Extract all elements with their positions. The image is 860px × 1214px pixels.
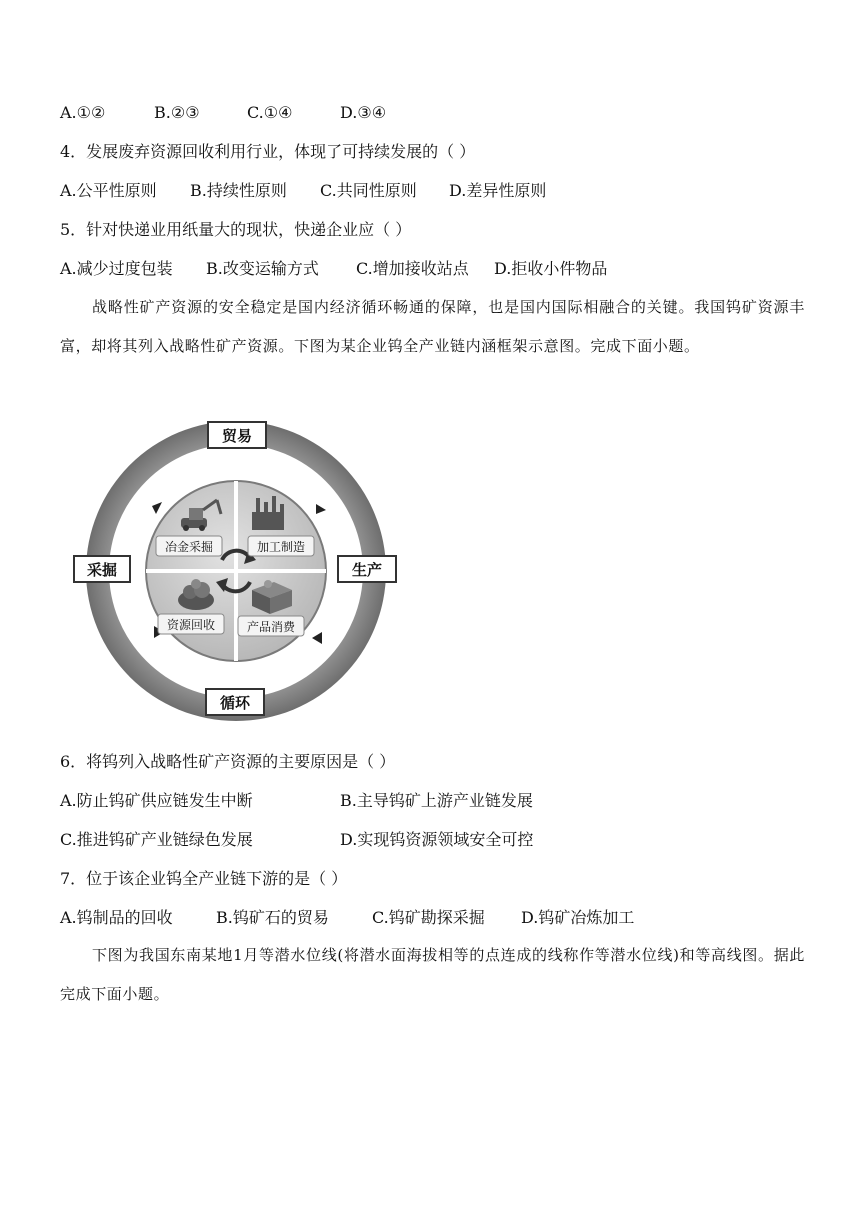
q5-option-a: A.减少过度包装 xyxy=(60,259,173,278)
q7-option-a: A.钨制品的回收 xyxy=(60,908,173,927)
q4-option-a: A.公平性原则 xyxy=(60,181,157,200)
q5-option-c: C.增加接收站点 xyxy=(356,259,469,278)
q7-stem: 7．位于该企业钨全产业链下游的是（ ） xyxy=(60,869,348,888)
q6-option-d: D.实现钨资源领域安全可控 xyxy=(340,830,534,849)
q7-option-d: D.钨矿冶炼加工 xyxy=(521,908,635,927)
q4-option-c: C.共同性原则 xyxy=(320,181,417,200)
q4-option-b: B.持续性原则 xyxy=(190,181,287,200)
passage-tungsten: 战略性矿产资源的安全稳定是国内经济循环畅通的保障，也是国内国际相融合的关键。我国钨矿资源丰富，却将其列入战略性矿产资源。下图为某企业钨全产业链内涵框架示意图。完成下面小题。 xyxy=(60,298,805,355)
svg-text:产品消费: 产品消费 xyxy=(246,620,296,634)
svg-text:资源回收: 资源回收 xyxy=(166,618,216,632)
outer-label-left xyxy=(74,556,130,582)
outer-label-bottom xyxy=(206,689,264,715)
quadrant-label-bottom-left xyxy=(158,614,224,634)
q3-option-d: D.③④ xyxy=(340,103,387,122)
q3-option-b: B.②③ xyxy=(154,103,200,122)
q5-option-b: B.改变运输方式 xyxy=(206,259,319,278)
q6-stem: 6．将钨列入战略性矿产资源的主要原因是（ ） xyxy=(60,752,396,771)
q6-option-b: B.主导钨矿上游产业链发展 xyxy=(340,791,533,810)
q3-option-c: C.①④ xyxy=(247,103,293,122)
q5-option-d: D.拒收小件物品 xyxy=(494,259,608,278)
svg-text:采掘: 采掘 xyxy=(86,561,118,579)
q4-option-d: D.差异性原则 xyxy=(449,181,547,200)
quadrant-label-bottom-right xyxy=(238,616,304,636)
q3-option-a: A.①② xyxy=(60,103,106,122)
passage-groundwater: 下图为我国东南某地1月等潜水位线(将潜水面海拔相等的点连成的线称作等潜水位线)和等高线图。据此完成下面小题。 xyxy=(60,946,805,1003)
svg-text:循环: 循环 xyxy=(219,694,251,712)
q7-option-b: B.钨矿石的贸易 xyxy=(216,908,329,927)
q7-option-c: C.钨矿勘探采掘 xyxy=(372,908,485,927)
outer-label-top xyxy=(208,422,266,448)
q4-stem: 4．发展废弃资源回收利用行业，体现了可持续发展的（ ） xyxy=(60,142,476,161)
svg-text:冶金采掘: 冶金采掘 xyxy=(164,540,214,554)
quadrant-label-top-right xyxy=(248,536,314,556)
quadrant-label-top-left xyxy=(156,536,222,556)
svg-text:贸易: 贸易 xyxy=(221,427,253,445)
q5-stem: 5．针对快递业用纸量大的现状，快递企业应（ ） xyxy=(60,220,412,239)
outer-label-right xyxy=(338,556,396,582)
tungsten-industry-chain-diagram xyxy=(72,418,408,730)
q6-option-c: C.推进钨矿产业链绿色发展 xyxy=(60,830,253,849)
svg-text:生产: 生产 xyxy=(351,561,383,579)
q6-option-a: A.防止钨矿供应链发生中断 xyxy=(60,791,253,810)
svg-text:加工制造: 加工制造 xyxy=(256,540,306,554)
